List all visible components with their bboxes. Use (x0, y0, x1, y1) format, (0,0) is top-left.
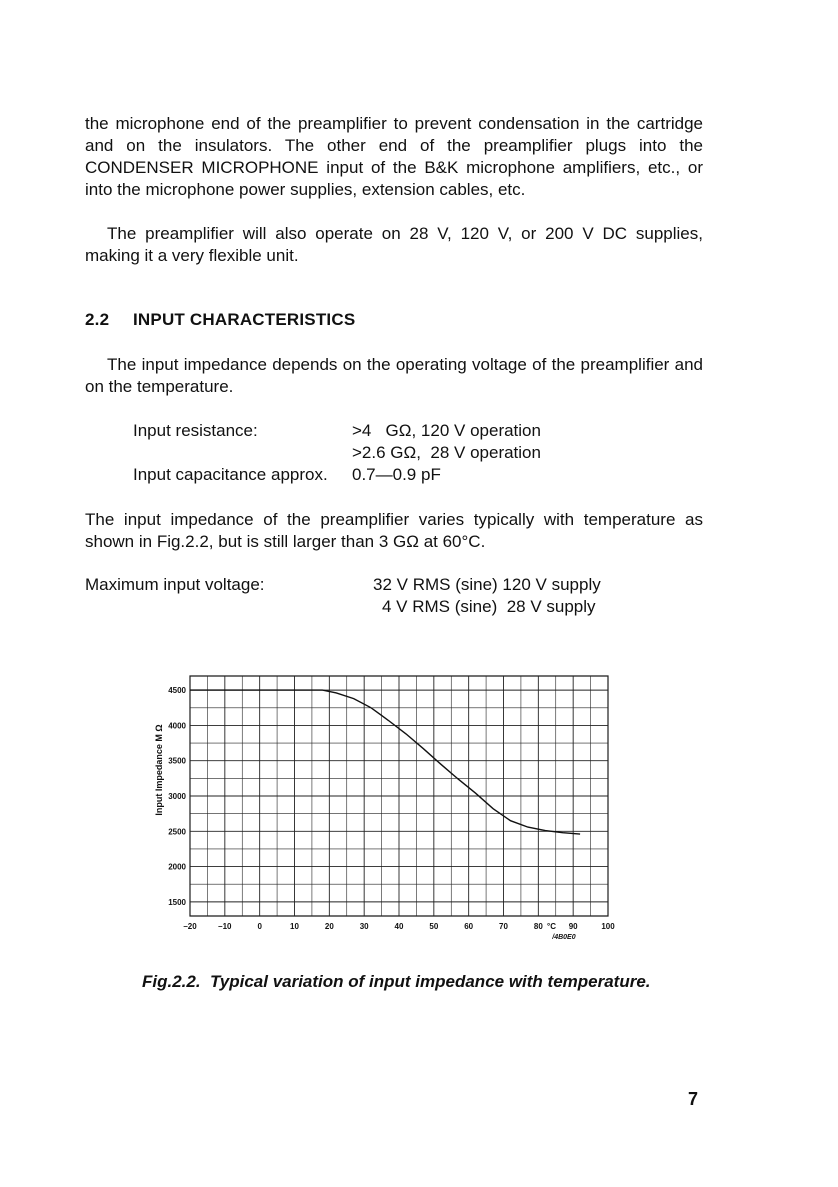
figure-caption: Fig.2.2. Typical variation of input impedance with temperature. (142, 972, 651, 991)
y-tick-label: 4500 (168, 686, 186, 696)
x-tick-label: 90 (568, 922, 578, 931)
paragraph-continuation: the microphone end of the preamplifier to prevent condensation in the cartridge and on the insulators. The other end of the preamplifier plugs into the CONDENSER MICROPHONE input of the B&K microphone amplifiers, etc., or into the microphone power supplies, extension cables, etc. (85, 114, 703, 199)
x-tick-label: 30 (359, 922, 369, 931)
section-heading (85, 310, 355, 330)
x-tick-label: 40 (394, 922, 404, 931)
x-tick-label: –20 (183, 922, 197, 931)
paragraph-impedance-intro: The input impedance depends on the operating voltage of the preamplifier and on the temperature. (85, 355, 703, 396)
x-tick-label: –10 (218, 922, 232, 931)
page-number: 7 (688, 1089, 699, 1109)
chart-grid (190, 676, 608, 916)
y-tick-label: 2000 (168, 862, 186, 872)
y-tick-label: 4000 (168, 721, 186, 731)
max-voltage-label: Maximum input voltage: (85, 575, 265, 594)
max-voltage-value-120v: 32 V RMS (sine) 120 V supply (373, 575, 601, 594)
capacitance-label: Input capacitance approx. (133, 465, 328, 484)
section-number: 2.2 (85, 310, 110, 329)
impedance-temperature-chart (140, 660, 630, 950)
x-tick-label: 20 (324, 922, 334, 931)
x-tick-label: 80 (533, 922, 543, 931)
y-tick-label: 2500 (168, 827, 186, 837)
x-tick-label: 100 (601, 922, 615, 931)
resistance-label: Input resistance: (133, 421, 258, 440)
x-tick-label: 60 (464, 922, 474, 931)
max-voltage-value-28v: 4 V RMS (sine) 28 V supply (382, 597, 596, 616)
x-tick-label: 10 (290, 922, 299, 931)
y-axis-label: Input Impedance M Ω (154, 724, 164, 816)
resistance-value-120v: >4 GΩ, 120 V operation (352, 421, 541, 440)
x-tick-label: 70 (499, 922, 508, 931)
capacitance-value: 0.7—0.9 pF (352, 465, 441, 484)
y-axis-ticks (168, 686, 186, 907)
paragraph-supplies: The preamplifier will also operate on 28 V, 120 V, or 200 V DC supplies, making it a very flexible unit. (85, 224, 703, 265)
section-title: INPUT CHARACTERISTICS (133, 310, 356, 329)
figure-code: /4B0E0 (552, 934, 576, 941)
paragraph-impedance-variation: The input impedance of the preamplifier varies typically with temperature as shown in Fig.2.2, but is still larger than 3 GΩ at 60°C. (85, 510, 703, 551)
x-tick-label: 50 (429, 922, 439, 931)
impedance-curve (190, 690, 580, 834)
resistance-value-28v: >2.6 GΩ, 28 V operation (352, 443, 541, 462)
x-tick-label: 0 (257, 922, 262, 931)
y-tick-label: 1500 (168, 897, 186, 907)
x-axis-unit-label: °C (547, 922, 557, 931)
y-tick-label: 3000 (168, 792, 186, 801)
y-tick-label: 3500 (168, 756, 186, 766)
